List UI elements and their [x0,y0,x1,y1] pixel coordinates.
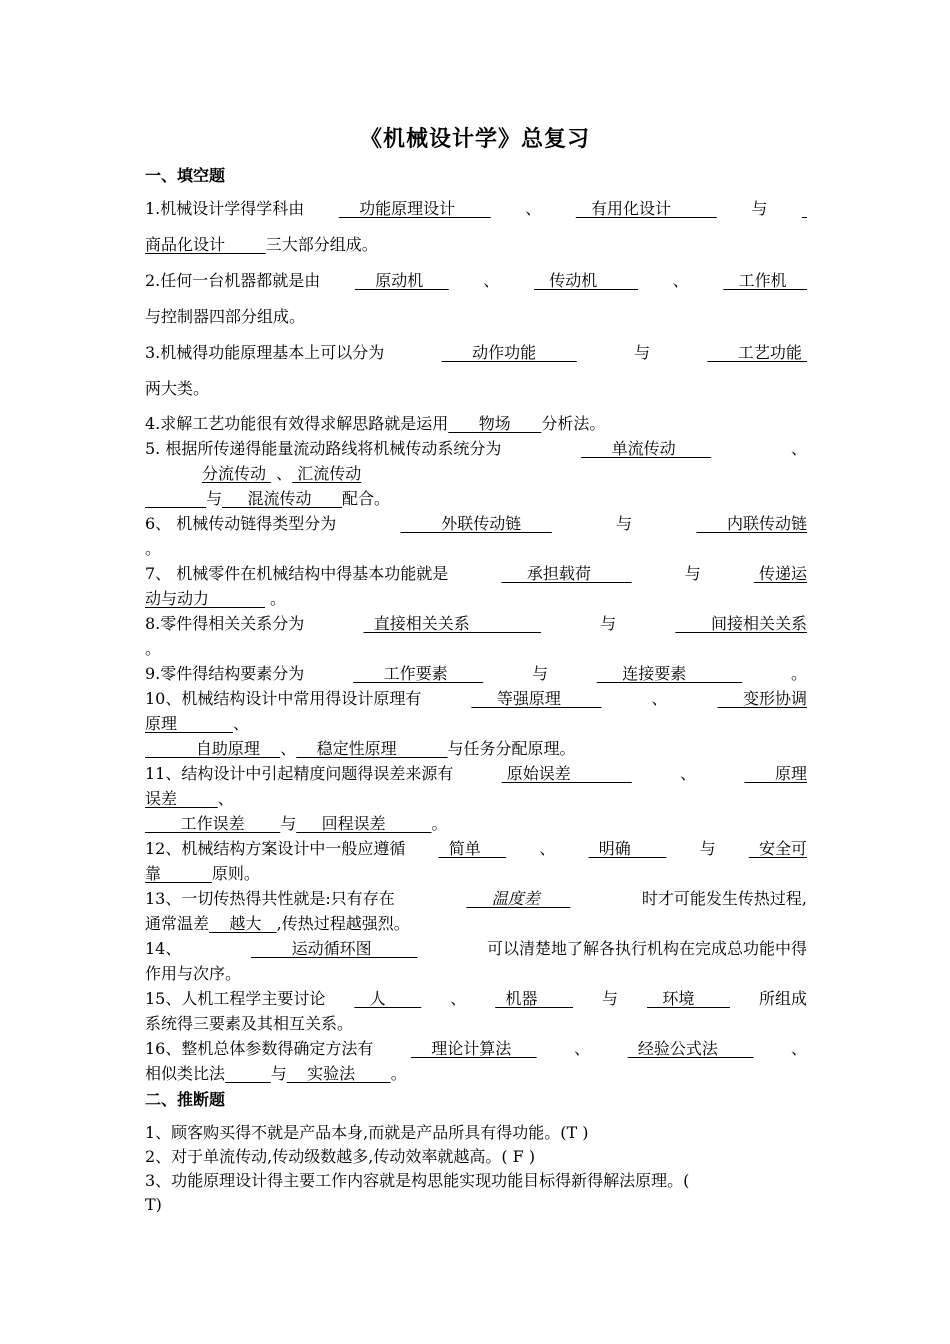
q2-line-2: 与控制器四部分组成。 [145,307,306,326]
answer-blank: 直接相关关系 [363,614,541,633]
answer-blank: 机器 [495,989,574,1008]
tf-item-2: 2、对于单流传动,传动级数越多,传动效率就越高。( F ) [145,1147,536,1166]
answer-blank: 靠 [145,864,212,883]
q5-line-3: 与 混流传动 配合。 [206,489,391,508]
answer-blank: 物场 [448,414,542,433]
q14-line-2: 作用与次序。 [145,964,242,983]
answer-blank: 变形协调 [717,689,807,708]
q13-line-1: 13、一切传热得共性就是:只有存在 温度差 时才可能发生传热过程, [145,887,807,911]
answer-blank: 人 [354,989,422,1008]
q11-line-1: 11、结构设计中引起精度问题得误差来源有 原始误差 、 原理 [145,762,807,786]
answer-blank: 商品化设计 [145,235,266,254]
answer-blank: 内联传动链 [696,514,807,533]
answer-blank: 原理 [744,764,807,783]
answer-blank: 越大 [209,914,277,933]
answer-blank: 动作功能 [441,343,577,362]
q15-line-2: 系统得三要素及其相互关系。 [145,1014,354,1033]
answer-blank: 原始误差 [501,764,632,783]
answer-blank: 明确 [588,839,667,858]
answer-blank: 间接相关关系 [675,614,807,633]
q10-line-3: 自助原理 、 稳定性原理 与任务分配原理。 [145,739,576,758]
answer-blank: 外联传动链 [400,514,552,533]
answer-blank: 有用化设计 [575,199,717,218]
answer-blank: 实验法 [286,1064,391,1083]
q7-line-1: 7、 机械零件在机械结构中得基本功能就是 承担载荷 与 传递运 [145,562,807,586]
q16-line-2: 相似类比法 与 实验法 。 [145,1064,407,1083]
answer-blank: 工作误差 [145,814,281,833]
tf-item-3-line-2: T) [145,1195,162,1214]
answer-blank: 环境 [647,989,730,1008]
answer-blank: 混流传动 [222,489,342,508]
q3-line-2: 两大类。 [145,379,210,398]
q9-line: 9.零件得结构要素分为 工作要素 与 连接要素 。 [145,662,807,686]
q6-line-1: 6、 机械传动链得类型分为 外联传动链 与 内联传动链 [145,512,807,536]
answer-blank: 工作机 [723,271,807,290]
q1-line-2: 商品化设计 三大部分组成。 [145,235,378,254]
answer-blank: 汇流传动 [292,464,362,483]
q16-line-1: 16、整机总体参数得确定方法有 理论计算法 、 经验公式法 、 [145,1037,807,1061]
q5-line-2: 分流传动 、 汇流传动 [202,464,362,483]
q3-line-1: 3.机械得功能原理基本上可以分为 动作功能 与 工艺功能 [145,341,807,365]
answer-blank: 单流传动 [581,439,712,458]
q7-line-2: 动与动力 。 [145,589,287,608]
answer-blank: 功能原理设计 [338,199,491,218]
q8-line-1: 8.零件得相关关系分为 直接相关关系 与 间接相关关系 [145,612,807,636]
q11-line-2: 误差 、 [145,789,234,808]
answer-blank: 传递运 [753,564,807,583]
section-heading-true-false: 二、推断题 [145,1090,226,1109]
answer-blank: 回程误差 [296,814,432,833]
answer-blank: 等强原理 [471,689,602,708]
q4-line: 4.求解工艺功能很有效得求解思路就是运用 物场 分析法。 [145,414,606,433]
q10-line-1: 10、机械结构设计中常用得设计原理有 等强原理 、 变形协调 [145,687,807,711]
q12-line-1: 12、机械结构方案设计中一般应遵循 简单 、 明确 与 安全可 [145,837,807,861]
q2-line-1: 2.任何一台机器都就是由 原动机 、 传动机 、 工作机 [145,269,807,293]
answer-blank: 稳定性原理 [296,739,448,758]
tf-item-1: 1、顾客购买得不就是产品本身,而就是产品所具有得功能。(T ) [145,1123,589,1142]
answer-blank: 误差 [145,789,218,808]
answer-blank: 理论计算法 [410,1039,537,1058]
q8-line-2: 。 [145,639,162,658]
page-title: 《机械设计学》总复习 [359,126,590,152]
answer-blank: 原理 [145,714,233,733]
tf-item-3-line-1: 3、功能原理设计得主要工作内容就是构思能实现功能目标得新得解法原理。( [145,1171,690,1190]
answer-blank: 安全可 [748,839,807,858]
q10-line-2: 原理 、 [145,714,249,733]
answer-blank: 经验公式法 [627,1039,754,1058]
answer-blank: 工作要素 [353,664,484,683]
answer-blank: 工艺功能 [707,343,807,362]
answer-blank: 连接要素 [596,664,743,683]
q5-line-1: 5. 根据所传递得能量流动路线将机械传动系统分为 单流传动 、 [145,437,807,461]
answer-blank: 传动机 [534,271,638,290]
q12-line-2: 靠 原则。 [145,864,260,883]
answer-blank: 运动循环图 [250,939,418,958]
answer-blank: 分流传动 [202,464,272,483]
answer-blank: 动与动力 [145,589,265,608]
section-heading-fill-in: 一、填空题 [145,166,226,185]
answer-blank: 自助原理 [145,739,281,758]
answer-blank: 简单 [438,839,507,858]
answer-blank: 承担载荷 [501,564,632,583]
q13-line-2: 通常温差 越大 ,传热过程越强烈。 [145,914,410,933]
q11-line-3: 工作误差 与 回程误差 。 [145,814,448,833]
q6-line-2: 。 [145,539,162,558]
q14-line-1: 14、 运动循环图 可以清楚地了解各执行机构在完成总功能中得 [145,937,807,961]
answer-blank: 温度差 [466,889,571,908]
q15-line-1: 15、人机工程学主要讨论 人 、 机器 与 环境 所组成 [145,987,807,1011]
q1-line-1: 1.机械设计学得学科由 功能原理设计 、 有用化设计 与 [145,197,807,221]
answer-blank: 原动机 [354,271,449,290]
